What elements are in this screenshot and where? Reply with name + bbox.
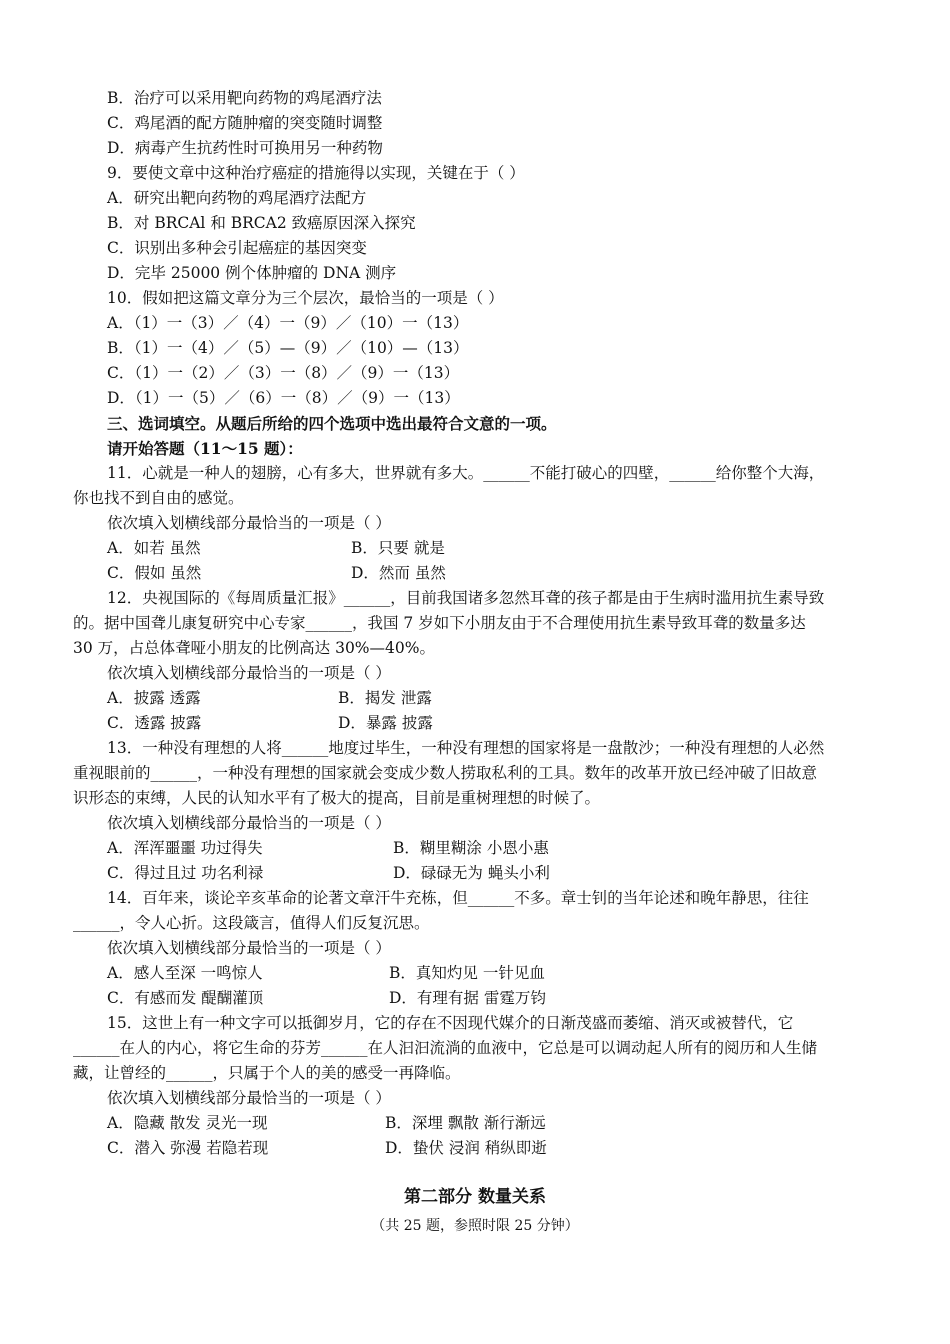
question-14: 14．百年来，谈论辛亥革命的论著文章汗牛充栋，但______不多。章士钊的当年论述和晚年静思，往往 [107,889,809,907]
option-line: B．（1）一（4）／（5）—（9）／（10）—（13） [107,339,469,357]
option-a: A．隐藏 散发 灵光一现 [107,1114,268,1132]
question-text-cont: ______，令人心折。这段箴言，值得人们反复沉思。 [73,914,430,932]
options-row [0,1111,950,1136]
option-a: A．如若 虽然 [107,539,201,557]
option-line: B．对 BRCAl 和 BRCA2 致癌原因深入探究 [107,214,416,232]
options-row [0,686,950,711]
question-prompt: 依次填入划横线部分最恰当的一项是（ ） [107,514,391,532]
option-c: C．潜入 弥漫 若隐若现 [107,1139,269,1157]
option-c: C．有感而发 醍醐灌顶 [107,989,264,1007]
section-heading: 三、选词填空。从题后所给的四个选项中选出最符合文意的一项。 [107,414,557,433]
options-row [0,836,950,861]
option-b: B．真知灼见 一针见血 [389,964,545,982]
question-prompt: 依次填入划横线部分最恰当的一项是（ ） [107,939,391,957]
option-a: A．披露 透露 [107,689,201,707]
question-text-cont: 识形态的束缚，人民的认知水平有了极大的提高，目前是重树理想的时候了。 [73,789,601,807]
option-d: D．然而 虽然 [351,564,446,582]
question-text-cont: 的。据中国聋儿康复研究中心专家______，我国 7 岁如下小朋友由于不合理使用抗生素导致耳聋的数量多达 [73,614,806,632]
option-line: D．病毒产生抗药性时可换用另一种药物 [107,139,383,157]
question-10: 10．假如把这篇文章分为三个层次，最恰当的一项是（ ） [107,289,504,307]
question-prompt: 依次填入划横线部分最恰当的一项是（ ） [107,1089,391,1107]
option-line: D．完毕 25000 例个体肿瘤的 DNA 测序 [107,264,397,282]
option-c: C．假如 虽然 [107,564,202,582]
question-text-cont: 30 万，占总体聋哑小朋友的比例高达 30%—40%。 [73,639,435,657]
options-row [0,961,950,986]
section-instruction: 请开始答题（11～15 题）： [107,439,303,458]
question-prompt: 依次填入划横线部分最恰当的一项是（ ） [107,664,391,682]
option-a: A．感人至深 一鸣惊人 [107,964,263,982]
question-12: 12．央视国际的《每周质量汇报》______，目前我国诸多忽然耳聋的孩子都是由于生病时滥用抗生素导致 [107,589,825,607]
option-b: B．糊里糊涂 小恩小惠 [393,839,549,857]
option-b: B．揭发 泄露 [338,689,432,707]
question-text-cont: ______在人的内心，将它生命的芬芳______在人汩汩流淌的血液中，它总是可以调动起人所有的阅历和人生储 [73,1039,818,1057]
option-b: B．只要 就是 [351,539,445,557]
option-line: A．研究出靶向药物的鸡尾酒疗法配方 [107,189,367,207]
option-d: D．蛰伏 浸润 稍纵即逝 [385,1139,547,1157]
document-page [0,86,950,1241]
option-c: C．透露 披露 [107,714,202,732]
option-c: C．得过且过 功名利禄 [107,864,264,882]
question-text-cont: 你也找不到自由的感觉。 [73,489,244,507]
option-line: C．识别出多种会引起癌症的基因突变 [107,239,367,257]
part-note: （共 25 题，参照时限 25 分钟） [371,1218,579,1234]
options-row [0,536,950,561]
question-11: 11．心就是一种人的翅膀，心有多大，世界就有多大。______不能打破心的四壁，______给你整个大海， [107,464,825,482]
options-row [0,861,950,886]
options-row [0,711,950,736]
option-line: C．鸡尾酒的配方随肿瘤的突变随时调整 [107,114,383,132]
option-d: D．暴露 披露 [338,714,433,732]
option-line: B．治疗可以采用靶向药物的鸡尾酒疗法 [107,89,382,107]
question-prompt: 依次填入划横线部分最恰当的一项是（ ） [107,814,391,832]
option-b: B．深埋 飘散 渐行渐远 [385,1114,546,1132]
option-line: C．（1）一（2）／（3）一（8）／（9）一（13） [107,364,460,382]
question-text-cont: 重视眼前的______，一种没有理想的国家就会变成少数人捞取私利的工具。数年的改革开放已经冲破了旧故意 [73,764,818,782]
option-d: D．碌碌无为 蝇头小利 [393,864,550,882]
question-9: 9．要使文章中这种治疗癌症的措施得以实现，关键在于（ ） [107,164,525,182]
question-13: 13．一种没有理想的人将______地度过毕生，一种没有理想的国家将是一盘散沙；一种没有理想的人必然 [107,739,825,757]
option-a: A．浑浑噩噩 功过得失 [107,839,263,857]
options-row [0,561,950,586]
part-heading: 第二部分 数量关系 [404,1187,546,1207]
question-text-cont: 藏，让曾经的______，只属于个人的美的感受一再降临。 [73,1064,461,1082]
options-row [0,1136,950,1161]
option-line: D．（1）一（5）／（6）一（8）／（9）一（13） [107,389,460,407]
options-row [0,986,950,1011]
option-d: D．有理有据 雷霆万钧 [389,989,546,1007]
question-15: 15．这世上有一种文字可以抵御岁月，它的存在不因现代媒介的日渐茂盛而萎缩、消灭或被替代，它 [107,1014,794,1032]
option-line: A．（1）一（3）／（4）一（9）／（10）一（13） [107,314,469,332]
